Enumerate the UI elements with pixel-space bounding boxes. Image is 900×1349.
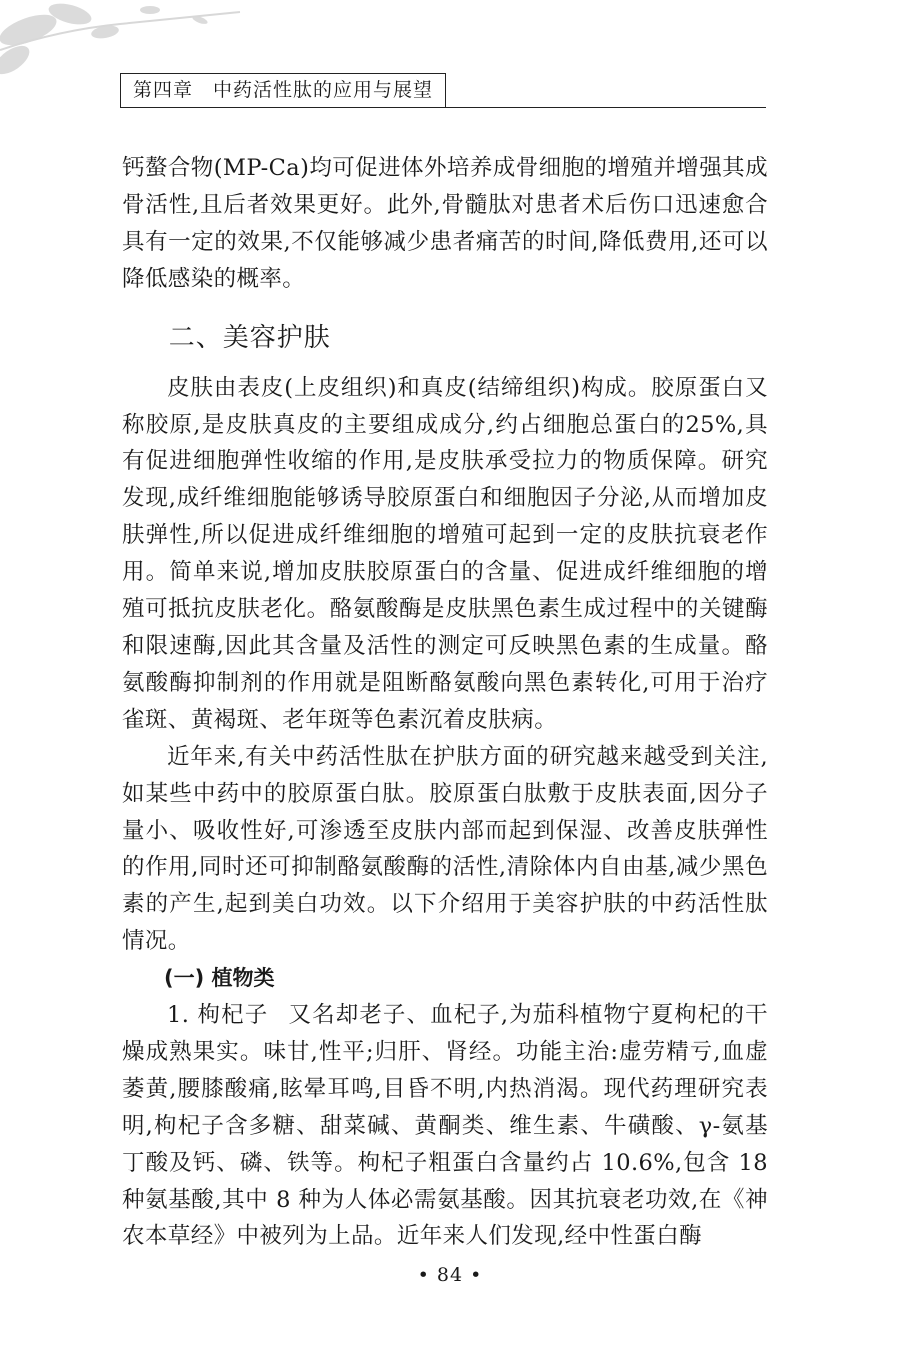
entry-title: 1. 枸杞子 xyxy=(167,1002,269,1029)
running-header xyxy=(120,73,766,108)
entry-text: 又名却老子、血杞子,为茄科植物宁夏枸杞的干燥成熟果实。味甘,性平;归肝、肾经。功能主治:虚劳精亏,血虚萎黄,腰膝酸痛,眩晕耳鸣,目昏不明,内热消渴。现代药理研究表明,枸杞子含多糖、甜菜碱、黄酮类、维生素、牛磺酸、γ-氨基丁酸及钙、磷、铁等。枸杞子粗蛋白含量约占 10.6%,包含 18种氨基酸,其中 8 种为人体必需氨基酸。因其抗衰老功效,在《神农本草经》中被列为上品。近年来人们发现,经中性蛋白酶 xyxy=(122,1002,768,1250)
page-body xyxy=(122,150,768,1255)
page-number: • 84 • xyxy=(417,1264,483,1286)
section-heading: 二、美容护肤 xyxy=(168,322,331,353)
chapter-title: 第四章 中药活性肽的应用与展望 xyxy=(120,73,446,107)
paragraph-recent-research: 近年来,有关中药活性肽在护肤方面的研究越来越受到关注,如某些中药中的胶原蛋白肽。胶原蛋白肽敷于皮肤表面,因分子量小、吸收性好,可渗透至皮肤内部而起到保湿、改善皮肤弹性的作用,同时还可抑制酪氨酸酶的活性,清除体内自由基,减少黑色素的产生,起到美白功效。以下介绍用于美容护肤的中药活性肽情况。 xyxy=(122,743,768,955)
subsection-heading: (一) 植物类 xyxy=(164,966,275,991)
paragraph-skin: 皮肤由表皮(上皮组织)和真皮(结缔组织)构成。胶原蛋白又称胶原,是皮肤真皮的主要组成成分,约占细胞总蛋白的25%,具有促进细胞弹性收缩的作用,是皮肤承受拉力的物质保障。研究发现,成纤维细胞能够诱导胶原蛋白和细胞因子分泌,从而增加皮肤弹性,所以促进成纤维细胞的增殖可起到一定的皮肤抗衰老作用。简单来说,增加皮肤胶原蛋白的含量、促进成纤维细胞的增殖可抵抗皮肤老化。酪氨酸酶是皮肤黑色素生成过程中的关键酶和限速酶,因此其含量及活性的测定可反映黑色素的生成量。酪氨酸酶抑制剂的作用就是阻断酪氨酸向黑色素转化,可用于治疗雀斑、黄褐斑、老年斑等色素沉着皮肤病。 xyxy=(122,374,768,733)
paragraph-continuation: 钙螯合物(MP-Ca)均可促进体外培养成骨细胞的增殖并增强其成骨活性,且后者效果更好。此外,骨髓肽对患者术后伤口迅速愈合具有一定的效果,不仅能够减少患者痛苦的时间,降低费用,还可以降低感染的概率。 xyxy=(122,155,768,292)
corner-floral-decoration xyxy=(0,0,330,80)
paragraph-goji-entry xyxy=(122,997,768,1255)
